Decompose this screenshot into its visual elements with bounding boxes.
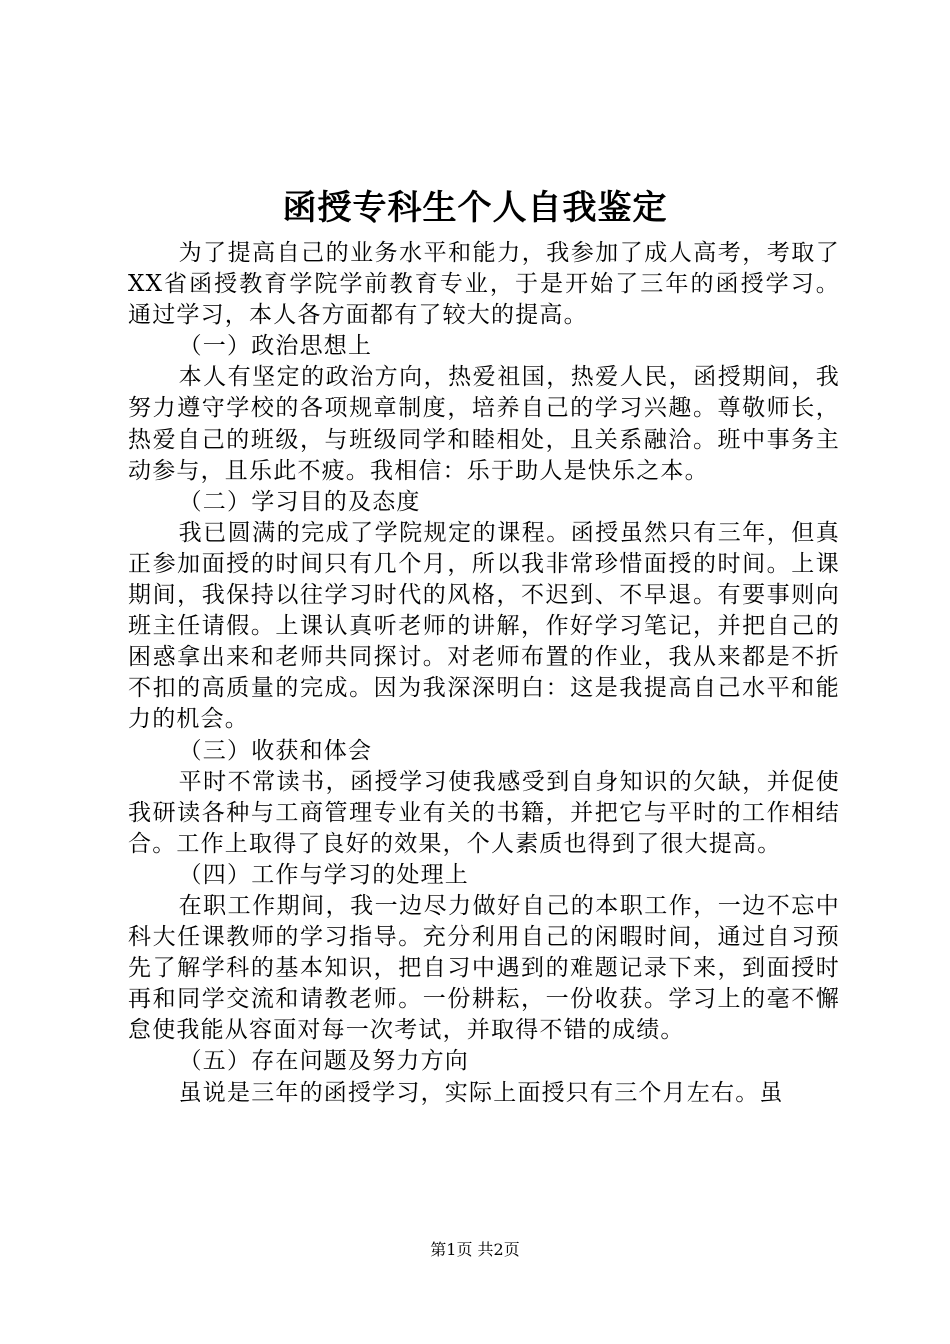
section-heading-political: （一）政治思想上	[178, 333, 373, 360]
section-heading-gains: （三）收获和体会	[178, 737, 373, 764]
document-body	[128, 238, 840, 1109]
paragraph-problems: 虽说是三年的函授学习，实际上面授只有三个月左右。虽	[178, 1079, 784, 1106]
section-heading-work-study: （四）工作与学习的处理上	[178, 861, 469, 888]
section-heading-problems: （五）存在问题及努力方向	[178, 1048, 469, 1075]
paragraph-study-goal: 我已圆满的完成了学院规定的课程。函授虽然只有三年，但真正参加面授的时间只有几个月，所以我非常珍惜面授的时间。上课期间，我保持以往学习时代的风格，不迟到、不早退。有要事则向班主任请假。上课认真听老师的讲解，作好学习笔记，并把自己的困惑拿出来和老师共同探讨。对老师布置的作业，我从来都是不折不扣的高质量的完成。因为我深深明白：这是我提高自己水平和能力的机会。	[128, 519, 840, 733]
paragraph-work-study: 在职工作期间，我一边尽力做好自己的本职工作，一边不忘中科大任课教师的学习指导。充分利用自己的闲暇时间，通过自习预先了解学科的基本知识，把自习中遇到的难题记录下来，到面授时再和同学交流和请教老师。一份耕耘，一份收获。学习上的毫不懈怠使我能从容面对每一次考试，并取得不错的成绩。	[128, 892, 840, 1044]
paragraph-political: 本人有坚定的政治方向，热爱祖国，热爱人民，函授期间，我努力遵守学校的各项规章制度，培养自己的学习兴趣。尊敬师长，热爱自己的班级，与班级同学和睦相处，且关系融洽。班中事务主动参与，且乐此不疲。我相信：乐于助人是快乐之本。	[128, 364, 840, 484]
document-title: 函授专科生个人自我鉴定	[282, 188, 668, 228]
section-heading-study-goal: （二）学习目的及态度	[178, 488, 421, 515]
page-footer: 第1页 共2页	[430, 1240, 520, 1259]
paragraph-gains: 平时不常读书，函授学习使我感受到自身知识的欠缺，并促使我研读各种与工商管理专业有关的书籍，并把它与平时的工作相结合。工作上取得了良好的效果，个人素质也得到了很大提高。	[128, 768, 840, 857]
paragraph-intro: 为了提高自己的业务水平和能力，我参加了成人高考，考取了XX省函授教育学院学前教育专业，于是开始了三年的函授学习。通过学习，本人各方面都有了较大的提高。	[128, 240, 840, 329]
